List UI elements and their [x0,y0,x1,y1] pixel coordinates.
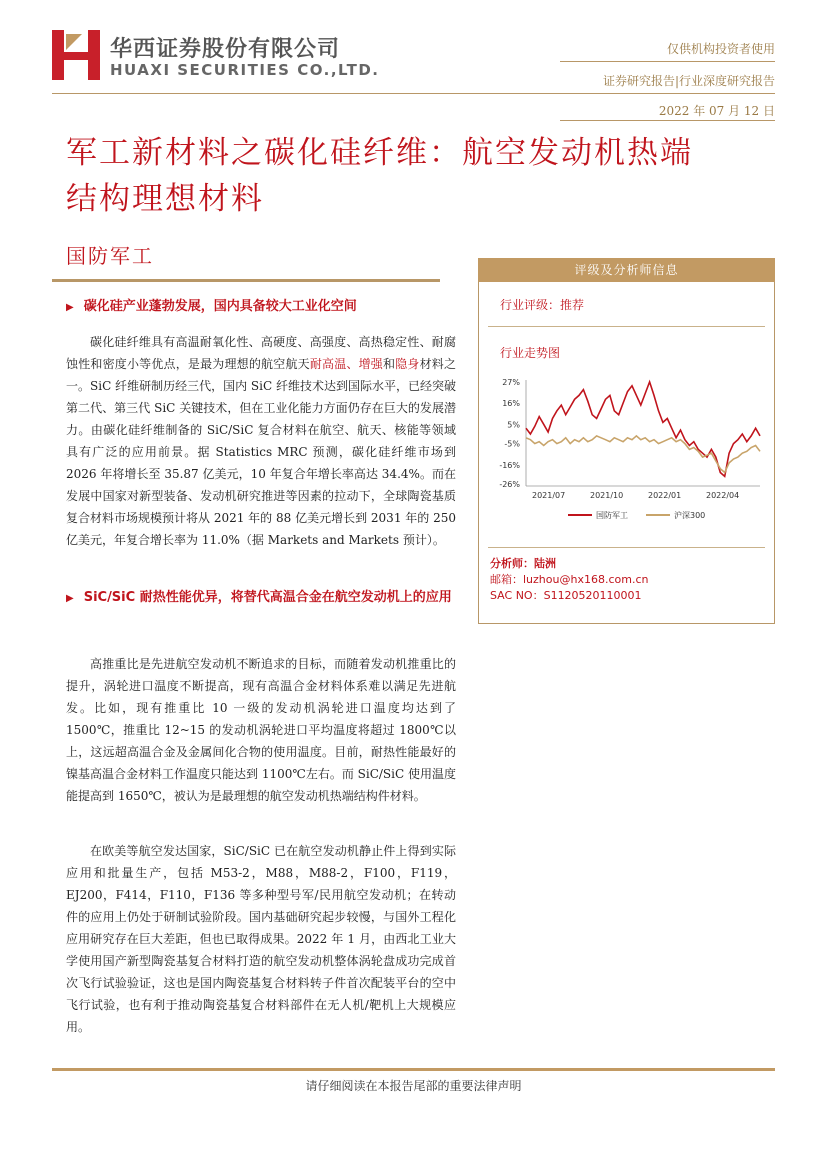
paragraph-2: 高推重比是先进航空发动机不断追求的目标，而随着发动机推重比的提升，涡轮进口温度不断提高，现有高温合金材料体系难以满足先进航发。比如，现有推重比 10 一级的发动机涡轮进口温度均达到了 1500℃，推重比 12~15 的发动机涡轮进口平均温度将超过 1800℃以上，这远超高温合金及金属间化合物的使用温度。目前，耐热性能最好的镍基高温合金材料工作温度只能达到 1100℃左右。而 SiC/SiC 使用温度能提高到 1650℃，被认为是最理想的航空发动机热端结构件材料。 [66,657,456,803]
legend-label: 国防军工 [596,511,628,520]
legal-notice: 请仔细阅读在本报告尾部的重要法律声明 [305,1079,522,1093]
trend-chart [490,372,770,532]
highlight-text: 隐身 [395,357,420,371]
section-heading-text: 碳化硅产业蓬勃发展，国内具备较大工业化空间 [83,299,357,314]
trend-chart-label: 行业走势图 [500,346,561,360]
analyst-name: 分析师：陆洲 [490,557,556,570]
highlight-text: 耐高温、增强 [309,357,383,371]
paragraph-1 [66,331,456,551]
panel-divider [488,547,765,548]
paragraph-3: 在欧美等航空发达国家，SiC/SiC 已在航空发动机静止件上得到实际应用和批量生产，包括 M53-2，M88，M88-2，F100，F119，EJ200，F414，F110，F136 等多种型号军/民用航空发动机；在转动件的应用上仍处于研制试验阶段。国内基础研究起步较慢，与国外工程化应用研究存在巨大差距，但也已取得成果。2022 年 1 月，由西北工业大学使用国产新型陶瓷基复合材料打造的航空发动机整体涡轮盘成功完成首次飞行试验验证，这也是国内陶瓷基复合材料转子件首次配装平台的空中飞行试验，也有利于推动陶瓷基复合材料部件在无人机/靶机上大规模应用。 [66,844,456,1034]
section-heading-text: SiC/SiC 耐热性能优异，将替代高温合金在航空发动机上的应用 [83,590,452,605]
y-tick-label: -16% [499,460,520,470]
bullet-arrow-icon: ▶ [66,593,74,604]
panel-header: 评级及分析师信息 [478,258,775,282]
y-tick-label: 16% [502,399,520,409]
panel-divider [488,326,765,327]
company-name-cn: 华西证券股份有限公司 [110,37,341,62]
analyst-sac: SAC NO：S1120520110001 [490,589,642,602]
series-line-csi300 [526,436,760,473]
x-tick-label: 2022/04 [706,491,740,500]
paragraph-text: 碳化硅纤维具有高温耐氧化性、高硬度、高强度、高热稳定性、耐腐蚀性和密度小等优点，是最为理想的航空航天 [66,335,456,371]
footer-divider [52,1068,775,1071]
paragraph-text: 和 [382,357,396,371]
report-title [66,130,766,222]
company-name-en: HUAXI SECURITIES CO.,LTD. [110,61,380,79]
bullet-arrow-icon: ▶ [66,302,74,313]
analyst-email: 邮箱：luzhou@hx168.com.cn [490,573,649,586]
audience-note: 仅供机构投资者使用 [666,42,775,56]
header-divider [560,61,775,62]
header-divider [52,93,775,94]
header-divider [560,120,775,121]
series-line-defense [526,382,760,477]
legend-label: 沪深300 [674,511,706,520]
report-date: 2022 年 07 月 12 日 [658,104,775,118]
section-heading-2 [66,586,476,611]
x-tick-label: 2022/01 [648,491,682,500]
y-tick-label: -26% [499,480,520,490]
industry-divider [52,279,440,282]
title-line-2: 结构理想材料 [66,181,264,217]
industry-rating: 行业评级：推荐 [500,298,585,312]
report-type: 证券研究报告|行业深度研究报告 [602,74,775,88]
title-line-1: 军工新材料之碳化硅纤维：航空发动机热端 [66,135,693,171]
section-heading-1 [66,295,476,320]
y-tick-label: 5% [507,420,520,430]
y-tick-label: -5% [504,439,520,449]
paragraph-text: 材料之一。SiC 纤维研制历经三代，国内 SiC 纤维技术达到国际水平，已经突破第二代、第三代 SiC 关键技术，但在工业化能力方面仍存在巨大的发展潜力。由碳化硅纤维制备的 SiC/SiC 复合材料在航空、航天、核能等领域具有广泛的应用前景。据 Statistics MRC 预测，碳化硅纤维市场到 2026 年将增长至 35.87 亿美元，10 年复合年增长率高达 34.4%。而在发展中国家对新型装备、发动机研究推进等因素的拉动下，全球陶瓷基质复合材料市场规模预计将从 2021 年的 88 亿美元增长到 2031 年的 250 亿美元，年复合增长率为 11.0%（据 Markets and Markets 预计）。 [66,357,456,547]
y-tick-label: 27% [502,377,520,387]
huaxi-logo-icon [52,30,100,80]
x-tick-label: 2021/07 [532,491,566,500]
x-tick-label: 2021/10 [590,491,624,500]
industry-label: 国防军工 [66,244,154,268]
